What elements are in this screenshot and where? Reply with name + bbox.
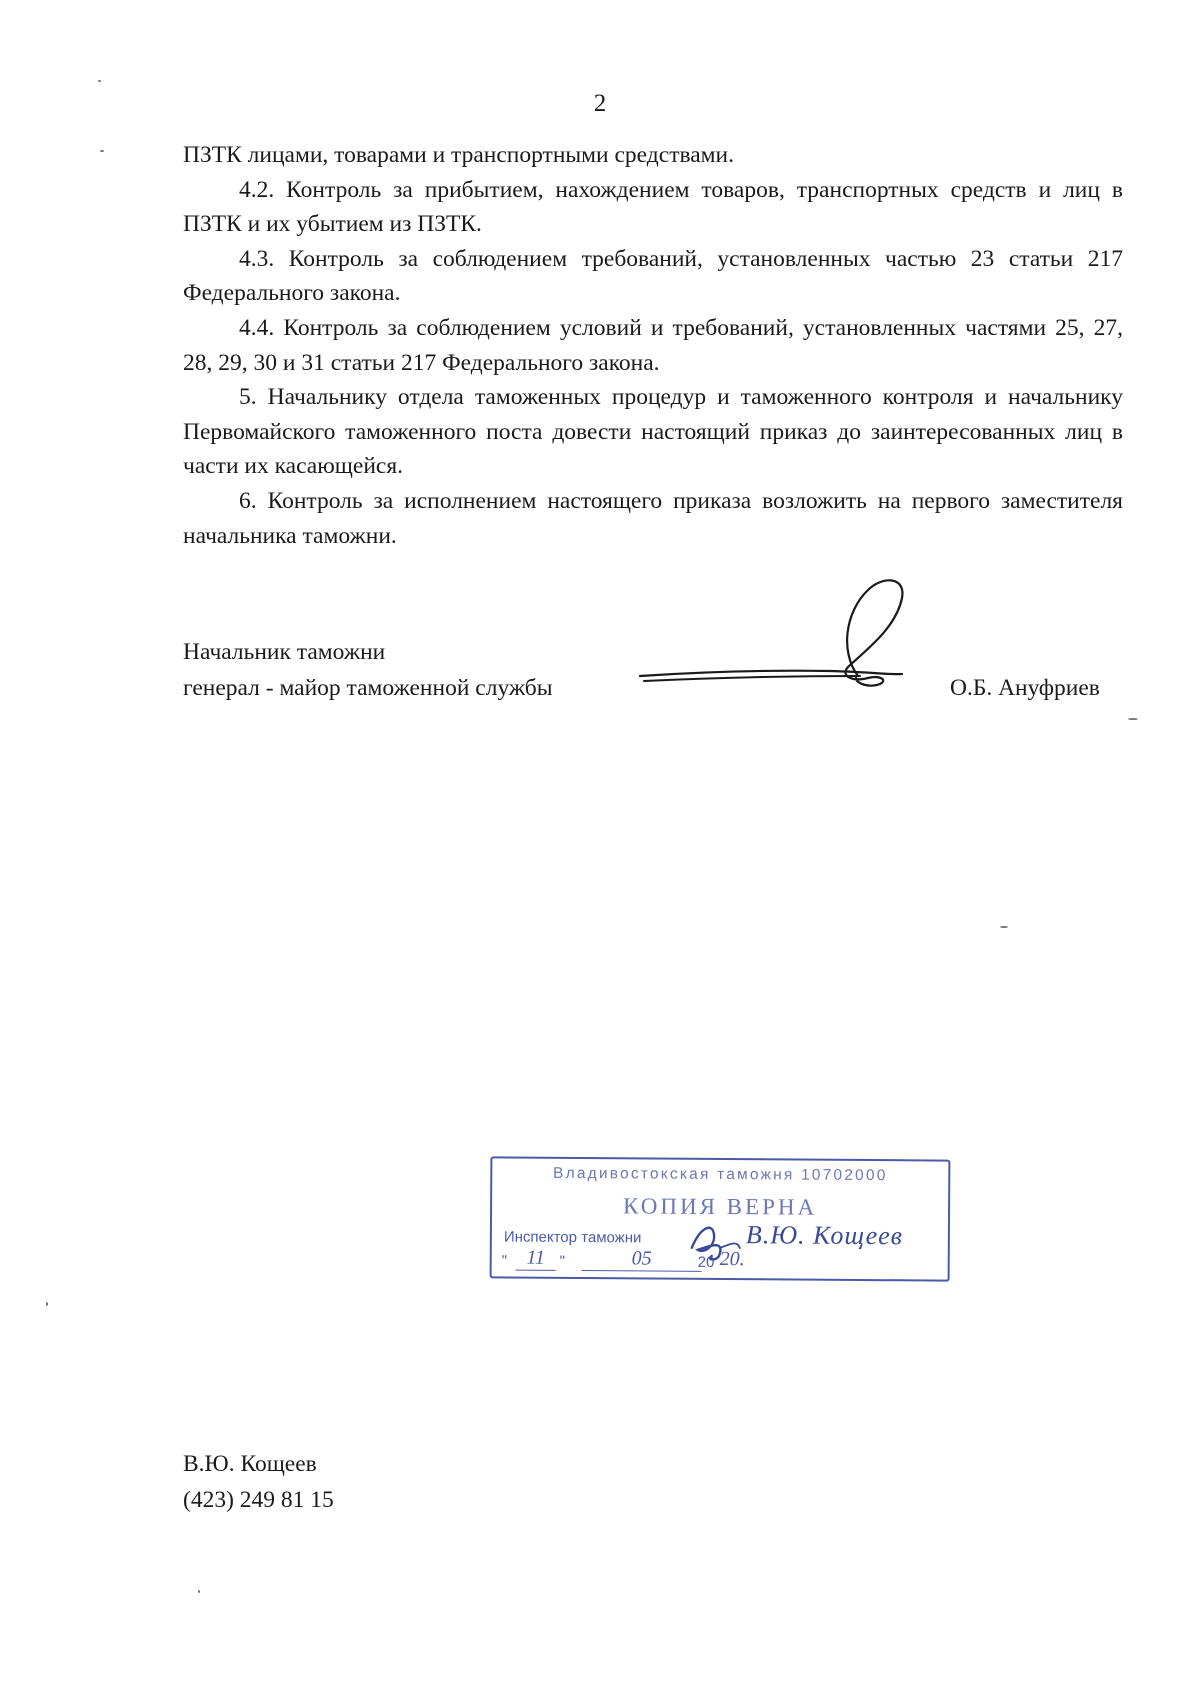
executor-block (183, 1446, 334, 1518)
paragraph-4-3: 4.3. Контроль за соблюдением требований, установленных частью 23 статьи 217 Федерального закона. (183, 245, 1123, 307)
stamp-date-year-prefix: 20 (697, 1253, 715, 1271)
paragraph-4-4: 4.4. Контроль за соблюдением условий и требований, установленных частями 25, 27, 28, 29, 30 и 31 статьи 217 Федерального закона. (183, 314, 1123, 376)
scan-speck (98, 80, 101, 82)
paragraph-continuation: ПЗТК лицами, товарами и транспортными средствами. (183, 142, 734, 168)
signatory-position-line1: Начальник таможни (183, 639, 386, 665)
scan-speck (100, 150, 104, 152)
stamp-date-day: 11 (516, 1247, 556, 1271)
signatory-position-line2: генерал - майор таможенной службы (183, 675, 553, 701)
stamp-date-year-suffix: 20. (719, 1247, 745, 1271)
signatory-name: О.Б. Ануфриев (950, 675, 1100, 701)
executor-phone: (423) 249 81 15 (183, 1487, 334, 1513)
scan-speck (46, 1302, 48, 1306)
paragraph-5: 5. Начальнику отдела таможенных процедур и таможенного контроля и начальнику Первомайского таможенного поста довести настоящий приказ до заинтересованных лиц в части их касающейся. (183, 384, 1123, 480)
scan-speck (1000, 926, 1008, 928)
stamp-copy-certified: КОПИЯ ВЕРНА (622, 1193, 818, 1220)
stamp-inspector-label: Инспектор таможни (503, 1228, 642, 1247)
scan-speck (1128, 718, 1138, 720)
handwritten-signature (630, 572, 930, 702)
certified-copy-stamp (490, 1156, 951, 1281)
page-number: 2 (593, 90, 607, 117)
stamp-date-month: 05 (582, 1247, 702, 1272)
signatory-position (183, 634, 553, 706)
stamp-quote-open: " (501, 1252, 508, 1270)
paragraph-4-2: 4.2. Контроль за прибытием, нахождением товаров, транспортных средств и лиц в ПЗТК и их убытием из ПЗТК. (183, 176, 1123, 238)
stamp-handwritten-name: В.Ю. Кощеев (745, 1220, 904, 1251)
paragraph-6: 6. Контроль за исполнением настоящего приказа возложить на первого заместителя начальника таможни. (183, 487, 1123, 549)
stamp-customs-name: Владивостокская таможня 10702000 (553, 1164, 888, 1185)
executor-name: В.Ю. Кощеев (183, 1451, 317, 1477)
scan-speck (198, 1590, 200, 1593)
stamp-quote-close: " (559, 1252, 566, 1270)
body-text (183, 138, 1123, 553)
